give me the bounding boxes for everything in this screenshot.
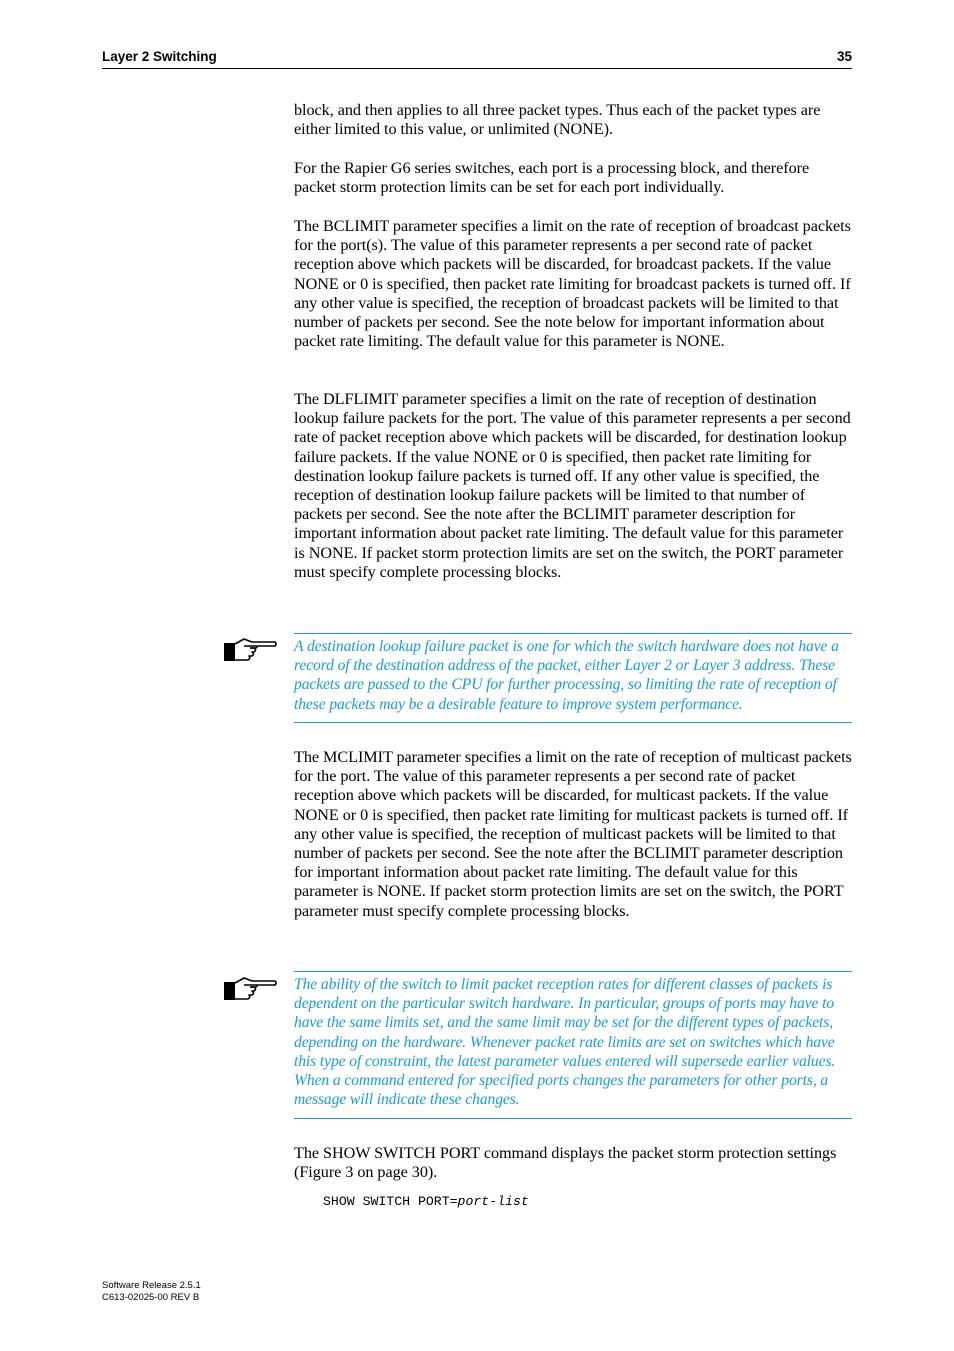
pointing-hand-icon [222,972,278,1002]
command-syntax [323,1193,529,1211]
paragraph-dlflimit: The DLFLIMIT parameter specifies a limit on the rate of reception of destination lookup failure packets for the port. The value of this parameter represents a per second rate of packet reception above which packets will be discarded, for destination lookup failure packets. If the value NONE or 0 is specified, then packet rate limiting for destination lookup failure packets is turned off. If any other value is specified, the reception of destination lookup failure packets will be limited to that number of packets per second. See the note after the BCLIMIT parameter description for important information about packet rate limiting. The default value for this parameter is NONE. If packet storm protection limits are set on the switch, the PORT parameter must specify complete processing blocks. [294,390,851,581]
command-argument: port-list [457,1194,529,1209]
software-release: Software Release 2.5.1 [102,1280,201,1291]
paragraph-rapier: For the Rapier G6 series switches, each port is a processing block, and therefore packet storm protection limits can be set for each port individually. [294,159,810,197]
paragraph-intro: block, and then applies to all three packet types. Thus each of the packet types are either limited to this value, or unlimited (NONE). [294,101,821,139]
command-keyword: SHOW SWITCH PORT= [323,1194,458,1209]
section-title: Layer 2 Switching [102,49,217,64]
page-number: 35 [836,49,852,64]
pointing-hand-icon [222,633,278,663]
document-id: C613-02025-00 REV B [102,1291,200,1303]
paragraph-mclimit: The MCLIMIT parameter specifies a limit on the rate of reception of multicast packets for the port. The value of this parameter represents a per second rate of packet reception above which packets will be discarded, for multicast packets. If the value NONE or 0 is specified, then packet rate limiting for multicast packets is turned off. If any other value is specified, the reception of multicast packets will be limited to that number of packets per second. See the note after the BCLIMIT parameter description for important information about packet rate limiting. The default value for this parameter is NONE. If packet storm protection limits are set on the switch, the PORT parameter must specify complete processing blocks. [294,748,852,920]
note-text: A destination lookup failure packet is one for which the switch hardware does not have a record of the destination address of the packet, either Layer 2 or Layer 3 address. These packets are passed to the CPU for further processing, so limiting the rate of reception of these packets may be a desirable feature to improve system performance. [294,638,839,713]
paragraph-bclimit: The BCLIMIT parameter specifies a limit on the rate of reception of broadcast packets for the port(s). The value of this parameter represents a per second rate of packet reception above which packets will be discarded, for broadcast packets. If the value NONE or 0 is specified, then packet rate limiting for broadcast packets is turned off. If any other value is specified, the reception of broadcast packets will be limited to that number of packets per second. See the note below for important information about packet rate limiting. The default value for this parameter is NONE. [294,217,851,351]
page-footer [102,1280,201,1303]
paragraph-show-switch-port: The SHOW SWITCH PORT command displays the packet storm protection settings (Figure 3 on page 30). [294,1144,837,1182]
note-hardware-constraints [294,971,852,1119]
page-header [102,48,852,69]
note-destination-lookup [294,633,852,723]
note-text: The ability of the switch to limit packet reception rates for different classes of packets is dependent on the particular switch hardware. In particular, groups of ports may have to have the same limits set, and the same limit may be set for the different types of packets, depending on the hardware. Whenever packet rate limits are set on switches which have this type of constraint, the latest parameter values entered will supersede earlier values. When a command entered for specified ports changes the parameters for other ports, a message will indicate these changes. [294,976,836,1109]
